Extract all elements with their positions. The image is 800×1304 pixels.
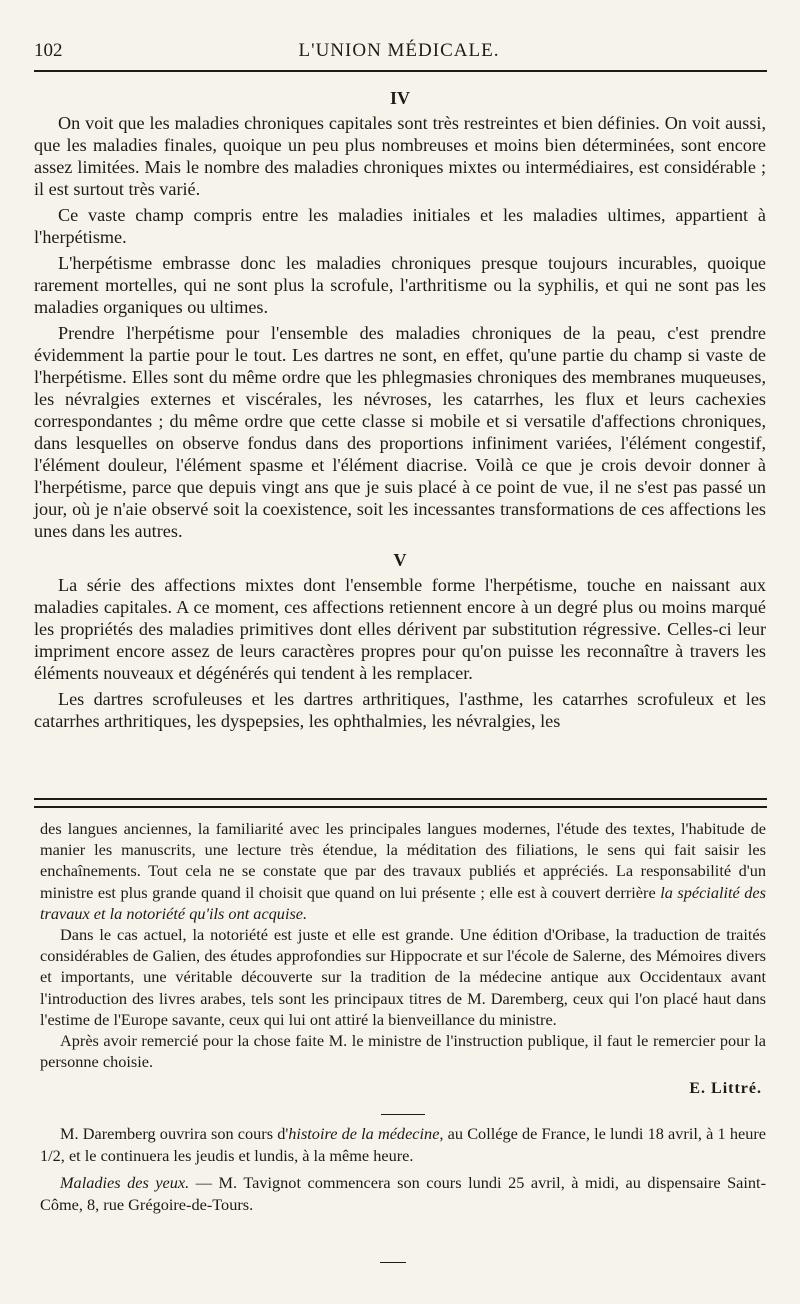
paragraph: Ce vaste champ compris entre les maladies initiales et les maladies ultimes, appartient à l'herpétisme. [34, 205, 766, 247]
notice-text: — M. Tavignot commencera son cours lundi 25 avril, à midi, au dispensaire Saint-Côme, 8, rue Grégoire-de-Tours. [40, 1173, 767, 1214]
running-title: L'UNION MÉDICALE. [298, 40, 500, 61]
header-rule [34, 70, 767, 72]
feuilleton-divider [34, 798, 767, 808]
notice-italic: Maladies des yeux. [60, 1173, 190, 1193]
paragraph: L'herpétisme embrasse donc les maladies chroniques presque toujours incurables, quoique rarement mortelles, qui ne sont plus la scrofule, l'arthritisme ou la syphilis, et qui ne sont pas les maladies organiques ou ultimes. [34, 253, 766, 317]
feuilleton-italic: la spécialité des travaux et la notoriété qu'ils ont acquise. [40, 882, 766, 923]
section-v-heading: V [393, 550, 407, 570]
page-header [34, 40, 764, 68]
feuilleton [40, 818, 766, 1215]
bottom-rule [380, 1262, 406, 1263]
feuilleton-paragraph [40, 818, 766, 924]
signature: E. Littré. [689, 1080, 762, 1098]
paragraph: La série des affections mixtes dont l'ensemble forme l'herpétisme, touche en naissant aux maladies capitales. A ce moment, ces affections retiennent encore à un degré plus ou moins marqué les propriétés des maladies primitives dont elles dérivent par substitution régressive. Celles-ci leur impriment encore assez de leurs caractères propres pour qu'on puisse les reconnaître à travers les éléments nouveaux et dégénérés qui tendent à les remplacer. [34, 575, 766, 683]
feuilleton-paragraph: Dans le cas actuel, la notoriété est juste et elle est grande. Une édition d'Oribase, la traduction de traités considérables de Galien, des études approfondies sur Hippocrate et sur l'école de Salerne, des Mémoires divers et importants, une véritable découverte sur la tradition de la médecine antique aux Occidentaux avant l'introduction des livres arabes, tels sont les principaux titres de M. Daremberg, ceux qui l'on placé haut dans l'estime de l'Europe savante, ceux qui lui ont attiré la bienveillance du ministre. [40, 925, 766, 1029]
paragraph: Prendre l'herpétisme pour l'ensemble des maladies chroniques de la peau, c'est prendre évidemment la partie pour le tout. Les dartres ne sont, en effet, qu'une partie du champ si vaste de l'herpétisme. Elles sont du même ordre que les phlegmasies chroniques des membranes muqueuses, les névralgies externes et viscérales, les névroses, les catarrhes, les flux et leurs cachexies correspondantes ; du même ordre que cette classe si mobile et si versatile d'affections chroniques, dans lesquelles on observe fondus dans des proportions infiniment variées, l'élément congestif, l'élément douleur, l'élément spasme et l'élément diacrise. Voilà ce que je crois devoir donner à l'herpétisme, parce que depuis vingt ans que je suis placé à ce point de vue, il ne s'est pas passé un jour, où je n'aie observé soit la coexistence, soit les incessantes transformations de ces affections les unes dans les autres. [34, 323, 766, 541]
paragraph: On voit que les maladies chroniques capitales sont très restreintes et bien définies. On voit aussi, que les maladies finales, quoique un peu plus nombreuses et moins bien déterminées, sont encore assez limitées. Mais le nombre des maladies chroniques mixtes ou intermédiaires, est considérable ; il est surtout très varié. [34, 113, 766, 199]
main-article [34, 86, 766, 732]
notice-rule [381, 1114, 425, 1115]
notice-text: au Collége de France, le lundi 18 avril, à 1 heure 1/2, et le continuera les jeudis et lundis, à la même heure. [40, 1124, 766, 1165]
section-iv-heading: IV [389, 88, 410, 108]
notice-daremberg [40, 1123, 766, 1166]
feuilleton-text: des langues anciennes, la familiarité avec les principales langues modernes, l'étude des textes, l'habitude de manier les manuscrits, une lecture très étendue, la méditation des filiations, le sens qui fait saisir les enchaînements. Tout cela ne se constate que par des travaux publiés et appréciés. La responsabilité d'un ministre est plus grande quand il choisit que quand on lui présente ; elle est à couvert derrière [40, 819, 766, 902]
notice-text: M. Daremberg ouvrira son cours d' [60, 1124, 289, 1144]
page-number: 102 [34, 40, 63, 61]
feuilleton-paragraph: Après avoir remercié pour la chose faite M. le ministre de l'instruction publique, il faut le remercier pour la personne choisie. [40, 1031, 766, 1072]
notice-italic: histoire de la médecine, [288, 1124, 444, 1144]
paragraph: Les dartres scrofuleuses et les dartres arthritiques, l'asthme, les catarrhes scrofuleux et les catarrhes arthritiques, les dyspepsies, les ophthalmies, les névralgies, les [34, 689, 766, 731]
notice-tavignot [40, 1172, 766, 1215]
notices [40, 1123, 766, 1215]
